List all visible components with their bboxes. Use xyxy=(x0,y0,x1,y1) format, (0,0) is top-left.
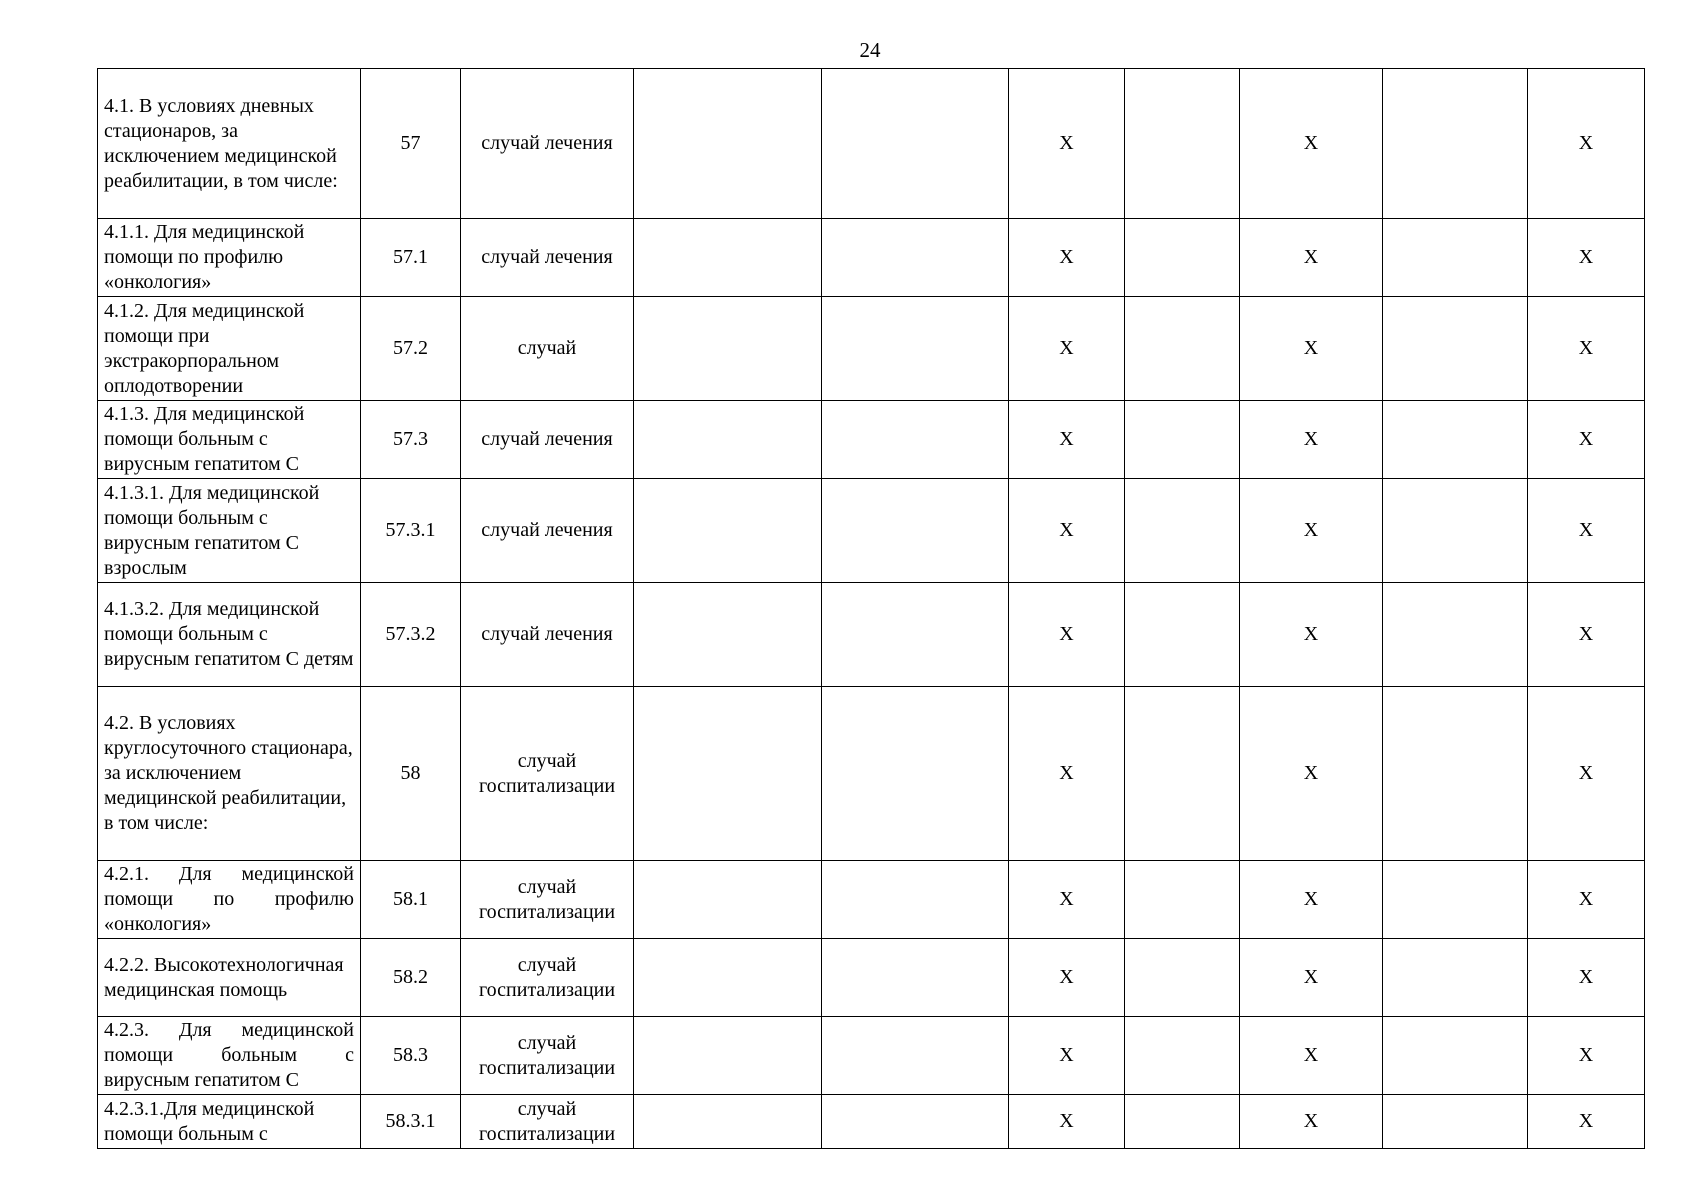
table-row xyxy=(98,939,1645,1017)
row-unit: случай госпитализации xyxy=(461,861,634,939)
cell-col7 xyxy=(1125,219,1240,297)
cell-col4 xyxy=(634,861,822,939)
cell-col7 xyxy=(1125,1095,1240,1149)
cell-col7 xyxy=(1125,861,1240,939)
cell-col4 xyxy=(634,401,822,479)
row-code: 57.3.1 xyxy=(361,479,461,583)
cell-col8: Х xyxy=(1240,219,1383,297)
cell-col9 xyxy=(1383,687,1528,861)
cell-col7 xyxy=(1125,583,1240,687)
row-code: 57.2 xyxy=(361,297,461,401)
table-row xyxy=(98,69,1645,219)
cell-col4 xyxy=(634,687,822,861)
cell-col8: Х xyxy=(1240,861,1383,939)
table-row xyxy=(98,219,1645,297)
row-name: 4.2.1. Для медицинской помощи по профилю «онкология» xyxy=(98,861,361,939)
cell-col4 xyxy=(634,479,822,583)
row-code: 58.1 xyxy=(361,861,461,939)
cell-col8: Х xyxy=(1240,1095,1383,1149)
cell-col6: Х xyxy=(1009,939,1125,1017)
cell-col7 xyxy=(1125,1017,1240,1095)
row-code: 58 xyxy=(361,687,461,861)
cell-col4 xyxy=(634,583,822,687)
row-name: 4.1.3.1. Для медицинской помощи больным с вирусным гепатитом С взрослым xyxy=(98,479,361,583)
cell-col5 xyxy=(822,1017,1009,1095)
cell-col6: Х xyxy=(1009,401,1125,479)
row-unit: случай госпитализации xyxy=(461,1017,634,1095)
data-table xyxy=(97,68,1645,1149)
row-unit: случай госпитализации xyxy=(461,1095,634,1149)
table-row xyxy=(98,1095,1645,1149)
cell-col10: Х xyxy=(1528,479,1645,583)
cell-col10: Х xyxy=(1528,1095,1645,1149)
cell-col7 xyxy=(1125,479,1240,583)
row-code: 58.2 xyxy=(361,939,461,1017)
cell-col5 xyxy=(822,687,1009,861)
cell-col8: Х xyxy=(1240,687,1383,861)
cell-col10: Х xyxy=(1528,219,1645,297)
page-number: 24 xyxy=(859,38,881,62)
row-unit: случай лечения xyxy=(461,69,634,219)
cell-col6: Х xyxy=(1009,1017,1125,1095)
table-row xyxy=(98,401,1645,479)
cell-col10: Х xyxy=(1528,401,1645,479)
cell-col6: Х xyxy=(1009,297,1125,401)
cell-col7 xyxy=(1125,687,1240,861)
row-name: 4.2.2. Высокотехнологичная медицинская помощь xyxy=(98,939,361,1017)
cell-col4 xyxy=(634,69,822,219)
cell-col8: Х xyxy=(1240,69,1383,219)
cell-col5 xyxy=(822,939,1009,1017)
table-row xyxy=(98,297,1645,401)
row-name: 4.2.3. Для медицинской помощи больным с вирусным гепатитом С xyxy=(98,1017,361,1095)
cell-col10: Х xyxy=(1528,583,1645,687)
row-name: 4.1.2. Для медицинской помощи при экстракорпоральном оплодотворении xyxy=(98,297,361,401)
row-unit: случай xyxy=(461,297,634,401)
cell-col4 xyxy=(634,939,822,1017)
cell-col10: Х xyxy=(1528,297,1645,401)
cell-col6: Х xyxy=(1009,687,1125,861)
cell-col9 xyxy=(1383,1017,1528,1095)
cell-col8: Х xyxy=(1240,939,1383,1017)
cell-col5 xyxy=(822,479,1009,583)
cell-col9 xyxy=(1383,69,1528,219)
cell-col6: Х xyxy=(1009,69,1125,219)
cell-col6: Х xyxy=(1009,861,1125,939)
cell-col8: Х xyxy=(1240,297,1383,401)
cell-col6: Х xyxy=(1009,1095,1125,1149)
row-name: 4.1.3.2. Для медицинской помощи больным с вирусным гепатитом С детям xyxy=(98,583,361,687)
cell-col4 xyxy=(634,297,822,401)
cell-col10: Х xyxy=(1528,861,1645,939)
cell-col9 xyxy=(1383,219,1528,297)
cell-col6: Х xyxy=(1009,583,1125,687)
cell-col7 xyxy=(1125,69,1240,219)
cell-col9 xyxy=(1383,861,1528,939)
cell-col5 xyxy=(822,219,1009,297)
cell-col5 xyxy=(822,297,1009,401)
row-unit: случай лечения xyxy=(461,479,634,583)
row-unit: случай госпитализации xyxy=(461,687,634,861)
row-code: 57.3 xyxy=(361,401,461,479)
cell-col10: Х xyxy=(1528,69,1645,219)
cell-col5 xyxy=(822,69,1009,219)
cell-col4 xyxy=(634,1095,822,1149)
cell-col8: Х xyxy=(1240,1017,1383,1095)
row-code: 57.1 xyxy=(361,219,461,297)
cell-col5 xyxy=(822,401,1009,479)
row-unit: случай лечения xyxy=(461,583,634,687)
cell-col10: Х xyxy=(1528,1017,1645,1095)
cell-col8: Х xyxy=(1240,583,1383,687)
cell-col9 xyxy=(1383,583,1528,687)
cell-col9 xyxy=(1383,939,1528,1017)
cell-col9 xyxy=(1383,297,1528,401)
cell-col6: Х xyxy=(1009,479,1125,583)
row-code: 57 xyxy=(361,69,461,219)
cell-col7 xyxy=(1125,401,1240,479)
cell-col4 xyxy=(634,219,822,297)
row-unit: случай госпитализации xyxy=(461,939,634,1017)
row-code: 58.3.1 xyxy=(361,1095,461,1149)
cell-col7 xyxy=(1125,297,1240,401)
cell-col4 xyxy=(634,1017,822,1095)
row-name: 4.1.1. Для медицинской помощи по профилю «онкология» xyxy=(98,219,361,297)
cell-col8: Х xyxy=(1240,401,1383,479)
row-name: 4.1. В условиях дневных стационаров, за исключением медицинской реабилитации, в том числе: xyxy=(98,69,361,219)
row-name: 4.1.3. Для медицинской помощи больным с вирусным гепатитом С xyxy=(98,401,361,479)
row-code: 57.3.2 xyxy=(361,583,461,687)
cell-col9 xyxy=(1383,1095,1528,1149)
cell-col9 xyxy=(1383,479,1528,583)
cell-col5 xyxy=(822,861,1009,939)
cell-col7 xyxy=(1125,939,1240,1017)
table-row xyxy=(98,1017,1645,1095)
table-row xyxy=(98,583,1645,687)
cell-col6: Х xyxy=(1009,219,1125,297)
row-unit: случай лечения xyxy=(461,401,634,479)
cell-col10: Х xyxy=(1528,939,1645,1017)
table-row xyxy=(98,861,1645,939)
cell-col10: Х xyxy=(1528,687,1645,861)
cell-col5 xyxy=(822,1095,1009,1149)
row-unit: случай лечения xyxy=(461,219,634,297)
cell-col9 xyxy=(1383,401,1528,479)
cell-col5 xyxy=(822,583,1009,687)
row-code: 58.3 xyxy=(361,1017,461,1095)
row-name: 4.2.3.1.Для медицинской помощи больным с xyxy=(98,1095,361,1149)
table-row xyxy=(98,687,1645,861)
cell-col8: Х xyxy=(1240,479,1383,583)
table-row xyxy=(98,479,1645,583)
row-name: 4.2. В условиях круглосуточного стационара, за исключением медицинской реабилитации, в том числе: xyxy=(98,687,361,861)
